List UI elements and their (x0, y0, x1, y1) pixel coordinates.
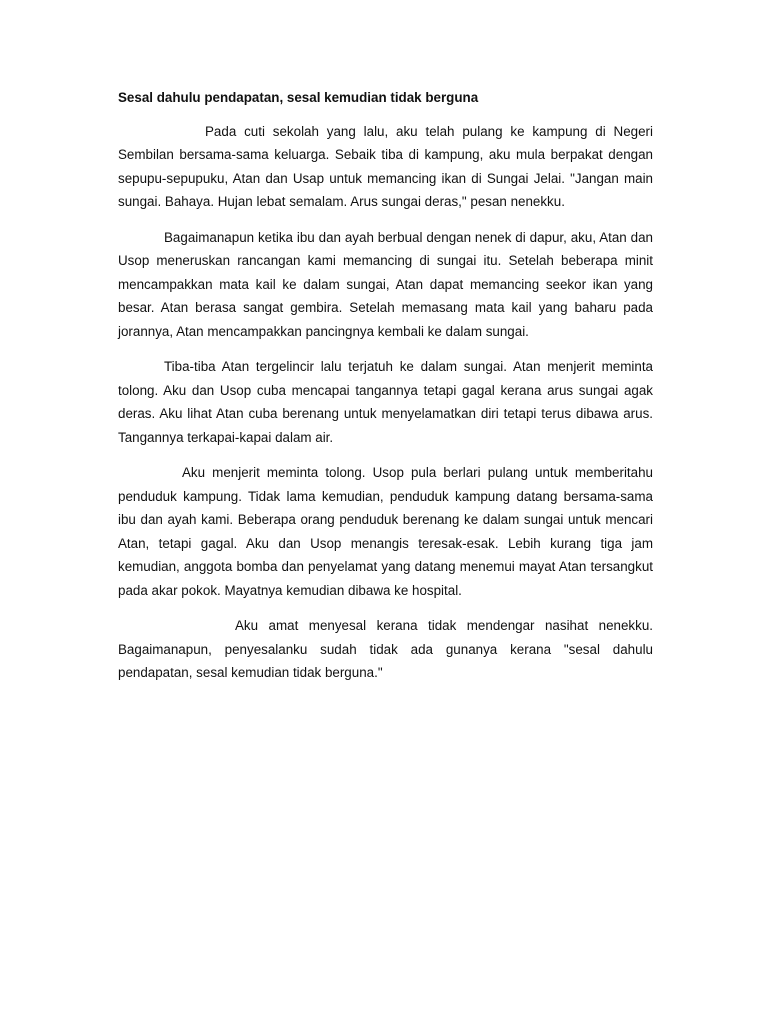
essay-paragraph-2: Bagaimanapun ketika ibu dan ayah berbual dengan nenek di dapur, aku, Atan dan Usop meneruskan rancangan kami memancing di sungai itu. Setelah beberapa minit mencampakkan mata kail ke dalam sungai, Atan dapat memancing seekor ikan yang besar. Atan berasa sangat gembira. Setelah memasang mata kail yang baharu pada jorannya, Atan mencampakkan pancingnya kembali ke dalam sungai. (118, 229, 653, 339)
essay-paragraph-4: Aku menjerit meminta tolong. Usop pula berlari pulang untuk memberitahu penduduk kampung. Tidak lama kemudian, penduduk kampung datang bersama-sama ibu dan ayah kami. Beberapa orang penduduk berenang ke dalam sungai untuk mencari Atan, tetapi gagal. Aku dan Usop menangis teresak-esak. Lebih kurang tiga jam kemudian, anggota bomba dan penyelamat yang datang menemui mayat Atan tersangkut pada akar pokok. Mayatnya kemudian dibawa ke hospital. (118, 465, 653, 598)
essay-title: Sesal dahulu pendapatan, sesal kemudian tidak berguna (118, 90, 479, 105)
essay-paragraph-3: Tiba-tiba Atan tergelincir lalu terjatuh ke dalam sungai. Atan menjerit meminta tolong. Aku dan Usop cuba mencapai tangannya tetapi gagal kerana arus sungai agak deras. Aku lihat Atan cuba berenang untuk menyelamatkan diri tetapi terus dibawa arus. Tangannya terkapai-kapai dalam air. (118, 359, 653, 445)
document-body (118, 86, 653, 697)
essay-paragraph-5: Aku amat menyesal kerana tidak mendengar nasihat nenekku. Bagaimanapun, penyesalanku sudah tidak ada gunanya kerana "sesal dahulu pendapatan, sesal kemudian tidak berguna." (118, 618, 653, 680)
essay-paragraph-1: Pada cuti sekolah yang lalu, aku telah pulang ke kampung di Negeri Sembilan bersama-sama keluarga. Sebaik tiba di kampung, aku mula berpakat dengan sepupu-sepupuku, Atan dan Usap untuk memancing ikan di Sungai Jelai. "Jangan main sungai. Bahaya. Hujan lebat semalam. Arus sungai deras," pesan nenekku. (118, 123, 653, 209)
